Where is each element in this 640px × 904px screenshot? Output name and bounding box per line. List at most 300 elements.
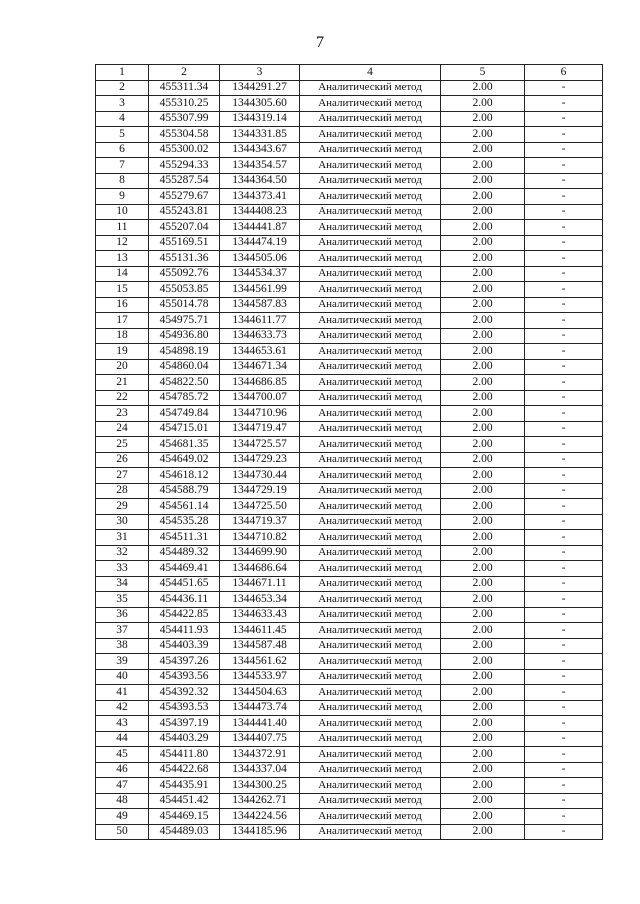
point-number-cell: 15 — [96, 282, 149, 298]
x-coordinate-cell: 455169.51 — [149, 235, 220, 251]
method-cell: Аналитический метод — [300, 809, 441, 825]
method-cell: Аналитический метод — [300, 762, 441, 778]
point-number-cell: 29 — [96, 499, 149, 515]
y-coordinate-cell: 1344719.47 — [220, 421, 300, 437]
note-cell: - — [525, 592, 603, 608]
y-coordinate-cell: 1344671.34 — [220, 359, 300, 375]
accuracy-cell: 2.00 — [441, 406, 525, 422]
table-row — [96, 514, 603, 530]
table-row — [96, 762, 603, 778]
y-coordinate-cell: 1344729.19 — [220, 483, 300, 499]
note-cell: - — [525, 499, 603, 515]
note-cell: - — [525, 483, 603, 499]
table-row — [96, 313, 603, 329]
y-coordinate-cell: 1344587.48 — [220, 638, 300, 654]
table-row — [96, 344, 603, 360]
note-cell: - — [525, 173, 603, 189]
table-row — [96, 700, 603, 716]
method-cell: Аналитический метод — [300, 421, 441, 437]
method-cell: Аналитический метод — [300, 623, 441, 639]
note-cell: - — [525, 762, 603, 778]
note-cell: - — [525, 623, 603, 639]
table-row — [96, 251, 603, 267]
table-row — [96, 669, 603, 685]
point-number-cell: 42 — [96, 700, 149, 716]
x-coordinate-cell: 454715.01 — [149, 421, 220, 437]
table-row — [96, 545, 603, 561]
table-row — [96, 421, 603, 437]
table-row — [96, 127, 603, 143]
x-coordinate-cell: 454435.91 — [149, 778, 220, 794]
y-coordinate-cell: 1344633.43 — [220, 607, 300, 623]
note-cell: - — [525, 189, 603, 205]
note-cell: - — [525, 468, 603, 484]
x-coordinate-cell: 454397.26 — [149, 654, 220, 670]
method-cell: Аналитический метод — [300, 313, 441, 329]
x-coordinate-cell: 454898.19 — [149, 344, 220, 360]
x-coordinate-cell: 454393.53 — [149, 700, 220, 716]
table-row — [96, 220, 603, 236]
method-cell: Аналитический метод — [300, 716, 441, 732]
y-coordinate-cell: 1344611.77 — [220, 313, 300, 329]
point-number-cell: 20 — [96, 359, 149, 375]
method-cell: Аналитический метод — [300, 530, 441, 546]
accuracy-cell: 2.00 — [441, 189, 525, 205]
table-row — [96, 483, 603, 499]
point-number-cell: 48 — [96, 793, 149, 809]
x-coordinate-cell: 454975.71 — [149, 313, 220, 329]
point-number-cell: 21 — [96, 375, 149, 391]
method-cell: Аналитический метод — [300, 638, 441, 654]
point-number-cell: 34 — [96, 576, 149, 592]
x-coordinate-cell: 455279.67 — [149, 189, 220, 205]
note-cell: - — [525, 793, 603, 809]
method-cell: Аналитический метод — [300, 80, 441, 96]
table-header-row — [96, 65, 603, 81]
accuracy-cell: 2.00 — [441, 700, 525, 716]
method-cell: Аналитический метод — [300, 747, 441, 763]
method-cell: Аналитический метод — [300, 483, 441, 499]
accuracy-cell: 2.00 — [441, 638, 525, 654]
accuracy-cell: 2.00 — [441, 158, 525, 174]
note-cell: - — [525, 654, 603, 670]
accuracy-cell: 2.00 — [441, 297, 525, 313]
point-number-cell: 18 — [96, 328, 149, 344]
y-coordinate-cell: 1344710.96 — [220, 406, 300, 422]
table-row — [96, 406, 603, 422]
table-row — [96, 530, 603, 546]
point-number-cell: 8 — [96, 173, 149, 189]
method-cell: Аналитический метод — [300, 390, 441, 406]
accuracy-cell: 2.00 — [441, 747, 525, 763]
accuracy-cell: 2.00 — [441, 235, 525, 251]
point-number-cell: 6 — [96, 142, 149, 158]
y-coordinate-cell: 1344319.14 — [220, 111, 300, 127]
method-cell: Аналитический метод — [300, 778, 441, 794]
y-coordinate-cell: 1344671.11 — [220, 576, 300, 592]
point-number-cell: 39 — [96, 654, 149, 670]
note-cell: - — [525, 158, 603, 174]
column-header-4: 4 — [300, 65, 441, 81]
note-cell: - — [525, 747, 603, 763]
method-cell: Аналитический метод — [300, 359, 441, 375]
table-row — [96, 638, 603, 654]
table-row — [96, 328, 603, 344]
x-coordinate-cell: 454469.41 — [149, 561, 220, 577]
y-coordinate-cell: 1344719.37 — [220, 514, 300, 530]
note-cell: - — [525, 142, 603, 158]
x-coordinate-cell: 454451.65 — [149, 576, 220, 592]
x-coordinate-cell: 454393.56 — [149, 669, 220, 685]
x-coordinate-cell: 454451.42 — [149, 793, 220, 809]
x-coordinate-cell: 455311.34 — [149, 80, 220, 96]
note-cell: - — [525, 111, 603, 127]
table-row — [96, 654, 603, 670]
accuracy-cell: 2.00 — [441, 452, 525, 468]
accuracy-cell: 2.00 — [441, 576, 525, 592]
table-row — [96, 499, 603, 515]
method-cell: Аналитический метод — [300, 344, 441, 360]
table-row — [96, 623, 603, 639]
method-cell: Аналитический метод — [300, 266, 441, 282]
y-coordinate-cell: 1344337.04 — [220, 762, 300, 778]
method-cell: Аналитический метод — [300, 204, 441, 220]
table-row — [96, 809, 603, 825]
accuracy-cell: 2.00 — [441, 685, 525, 701]
accuracy-cell: 2.00 — [441, 762, 525, 778]
method-cell: Аналитический метод — [300, 127, 441, 143]
note-cell: - — [525, 824, 603, 840]
note-cell: - — [525, 127, 603, 143]
method-cell: Аналитический метод — [300, 793, 441, 809]
point-number-cell: 4 — [96, 111, 149, 127]
note-cell: - — [525, 96, 603, 112]
x-coordinate-cell: 454422.85 — [149, 607, 220, 623]
method-cell: Аналитический метод — [300, 375, 441, 391]
note-cell: - — [525, 375, 603, 391]
accuracy-cell: 2.00 — [441, 375, 525, 391]
x-coordinate-cell: 454588.79 — [149, 483, 220, 499]
point-number-cell: 30 — [96, 514, 149, 530]
y-coordinate-cell: 1344699.90 — [220, 545, 300, 561]
table-row — [96, 173, 603, 189]
column-header-1: 1 — [96, 65, 149, 81]
table-row — [96, 437, 603, 453]
accuracy-cell: 2.00 — [441, 142, 525, 158]
x-coordinate-cell: 454397.19 — [149, 716, 220, 732]
accuracy-cell: 2.00 — [441, 390, 525, 406]
method-cell: Аналитический метод — [300, 468, 441, 484]
accuracy-cell: 2.00 — [441, 607, 525, 623]
point-number-cell: 5 — [96, 127, 149, 143]
table-row — [96, 390, 603, 406]
coordinates-table — [95, 64, 603, 840]
table-row — [96, 96, 603, 112]
point-number-cell: 27 — [96, 468, 149, 484]
x-coordinate-cell: 455300.02 — [149, 142, 220, 158]
point-number-cell: 40 — [96, 669, 149, 685]
method-cell: Аналитический метод — [300, 220, 441, 236]
note-cell: - — [525, 530, 603, 546]
table-row — [96, 359, 603, 375]
point-number-cell: 49 — [96, 809, 149, 825]
y-coordinate-cell: 1344343.67 — [220, 142, 300, 158]
note-cell: - — [525, 313, 603, 329]
table-row — [96, 607, 603, 623]
y-coordinate-cell: 1344331.85 — [220, 127, 300, 143]
column-header-5: 5 — [441, 65, 525, 81]
method-cell: Аналитический метод — [300, 173, 441, 189]
note-cell: - — [525, 638, 603, 654]
note-cell: - — [525, 576, 603, 592]
accuracy-cell: 2.00 — [441, 421, 525, 437]
column-header-2: 2 — [149, 65, 220, 81]
point-number-cell: 32 — [96, 545, 149, 561]
table-row — [96, 685, 603, 701]
point-number-cell: 46 — [96, 762, 149, 778]
method-cell: Аналитический метод — [300, 499, 441, 515]
x-coordinate-cell: 454785.72 — [149, 390, 220, 406]
note-cell: - — [525, 204, 603, 220]
note-cell: - — [525, 545, 603, 561]
accuracy-cell: 2.00 — [441, 282, 525, 298]
point-number-cell: 10 — [96, 204, 149, 220]
y-coordinate-cell: 1344354.57 — [220, 158, 300, 174]
accuracy-cell: 2.00 — [441, 592, 525, 608]
point-number-cell: 3 — [96, 96, 149, 112]
y-coordinate-cell: 1344441.40 — [220, 716, 300, 732]
accuracy-cell: 2.00 — [441, 344, 525, 360]
accuracy-cell: 2.00 — [441, 96, 525, 112]
y-coordinate-cell: 1344725.50 — [220, 499, 300, 515]
note-cell: - — [525, 390, 603, 406]
y-coordinate-cell: 1344504.63 — [220, 685, 300, 701]
accuracy-cell: 2.00 — [441, 654, 525, 670]
accuracy-cell: 2.00 — [441, 514, 525, 530]
accuracy-cell: 2.00 — [441, 545, 525, 561]
accuracy-cell: 2.00 — [441, 173, 525, 189]
method-cell: Аналитический метод — [300, 685, 441, 701]
table-row — [96, 592, 603, 608]
table-row — [96, 266, 603, 282]
y-coordinate-cell: 1344407.75 — [220, 731, 300, 747]
table-row — [96, 158, 603, 174]
point-number-cell: 43 — [96, 716, 149, 732]
y-coordinate-cell: 1344653.34 — [220, 592, 300, 608]
x-coordinate-cell: 455294.33 — [149, 158, 220, 174]
method-cell: Аналитический метод — [300, 96, 441, 112]
table-row — [96, 824, 603, 840]
method-cell: Аналитический метод — [300, 158, 441, 174]
page-number: 7 — [316, 34, 324, 51]
point-number-cell: 2 — [96, 80, 149, 96]
note-cell: - — [525, 235, 603, 251]
point-number-cell: 7 — [96, 158, 149, 174]
table-row — [96, 297, 603, 313]
y-coordinate-cell: 1344533.97 — [220, 669, 300, 685]
x-coordinate-cell: 455014.78 — [149, 297, 220, 313]
x-coordinate-cell: 454403.39 — [149, 638, 220, 654]
point-number-cell: 38 — [96, 638, 149, 654]
accuracy-cell: 2.00 — [441, 731, 525, 747]
accuracy-cell: 2.00 — [441, 220, 525, 236]
table-row — [96, 778, 603, 794]
point-number-cell: 35 — [96, 592, 149, 608]
method-cell: Аналитический метод — [300, 607, 441, 623]
note-cell: - — [525, 561, 603, 577]
point-number-cell: 36 — [96, 607, 149, 623]
y-coordinate-cell: 1344372.91 — [220, 747, 300, 763]
column-header-6: 6 — [525, 65, 603, 81]
table-row — [96, 235, 603, 251]
note-cell: - — [525, 406, 603, 422]
y-coordinate-cell: 1344291.27 — [220, 80, 300, 96]
method-cell: Аналитический метод — [300, 545, 441, 561]
y-coordinate-cell: 1344710.82 — [220, 530, 300, 546]
note-cell: - — [525, 607, 603, 623]
x-coordinate-cell: 454489.03 — [149, 824, 220, 840]
table-row — [96, 375, 603, 391]
y-coordinate-cell: 1344611.45 — [220, 623, 300, 639]
accuracy-cell: 2.00 — [441, 793, 525, 809]
x-coordinate-cell: 455287.54 — [149, 173, 220, 189]
note-cell: - — [525, 514, 603, 530]
method-cell: Аналитический метод — [300, 297, 441, 313]
accuracy-cell: 2.00 — [441, 328, 525, 344]
y-coordinate-cell: 1344729.23 — [220, 452, 300, 468]
table-row — [96, 80, 603, 96]
y-coordinate-cell: 1344408.23 — [220, 204, 300, 220]
method-cell: Аналитический метод — [300, 235, 441, 251]
table-row — [96, 142, 603, 158]
y-coordinate-cell: 1344653.61 — [220, 344, 300, 360]
table-row — [96, 204, 603, 220]
point-number-cell: 13 — [96, 251, 149, 267]
x-coordinate-cell: 455243.81 — [149, 204, 220, 220]
x-coordinate-cell: 454411.93 — [149, 623, 220, 639]
x-coordinate-cell: 454489.32 — [149, 545, 220, 561]
x-coordinate-cell: 454618.12 — [149, 468, 220, 484]
method-cell: Аналитический метод — [300, 406, 441, 422]
y-coordinate-cell: 1344262.71 — [220, 793, 300, 809]
note-cell: - — [525, 778, 603, 794]
accuracy-cell: 2.00 — [441, 809, 525, 825]
y-coordinate-cell: 1344474.19 — [220, 235, 300, 251]
note-cell: - — [525, 716, 603, 732]
accuracy-cell: 2.00 — [441, 561, 525, 577]
note-cell: - — [525, 266, 603, 282]
point-number-cell: 9 — [96, 189, 149, 205]
y-coordinate-cell: 1344185.96 — [220, 824, 300, 840]
method-cell: Аналитический метод — [300, 731, 441, 747]
y-coordinate-cell: 1344686.64 — [220, 561, 300, 577]
accuracy-cell: 2.00 — [441, 778, 525, 794]
note-cell: - — [525, 359, 603, 375]
x-coordinate-cell: 454860.04 — [149, 359, 220, 375]
x-coordinate-cell: 454649.02 — [149, 452, 220, 468]
y-coordinate-cell: 1344534.37 — [220, 266, 300, 282]
table-row — [96, 189, 603, 205]
x-coordinate-cell: 454403.29 — [149, 731, 220, 747]
method-cell: Аналитический метод — [300, 514, 441, 530]
table-row — [96, 747, 603, 763]
x-coordinate-cell: 454749.84 — [149, 406, 220, 422]
point-number-cell: 31 — [96, 530, 149, 546]
y-coordinate-cell: 1344730.44 — [220, 468, 300, 484]
accuracy-cell: 2.00 — [441, 127, 525, 143]
accuracy-cell: 2.00 — [441, 623, 525, 639]
x-coordinate-cell: 455310.25 — [149, 96, 220, 112]
accuracy-cell: 2.00 — [441, 359, 525, 375]
note-cell: - — [525, 809, 603, 825]
point-number-cell: 17 — [96, 313, 149, 329]
y-coordinate-cell: 1344561.62 — [220, 654, 300, 670]
accuracy-cell: 2.00 — [441, 313, 525, 329]
x-coordinate-cell: 455307.99 — [149, 111, 220, 127]
accuracy-cell: 2.00 — [441, 251, 525, 267]
accuracy-cell: 2.00 — [441, 716, 525, 732]
x-coordinate-cell: 454936.80 — [149, 328, 220, 344]
point-number-cell: 44 — [96, 731, 149, 747]
note-cell: - — [525, 452, 603, 468]
method-cell: Аналитический метод — [300, 592, 441, 608]
note-cell: - — [525, 437, 603, 453]
y-coordinate-cell: 1344373.41 — [220, 189, 300, 205]
note-cell: - — [525, 731, 603, 747]
x-coordinate-cell: 455092.76 — [149, 266, 220, 282]
method-cell: Аналитический метод — [300, 437, 441, 453]
method-cell: Аналитический метод — [300, 328, 441, 344]
accuracy-cell: 2.00 — [441, 111, 525, 127]
table-row — [96, 716, 603, 732]
point-number-cell: 26 — [96, 452, 149, 468]
y-coordinate-cell: 1344305.60 — [220, 96, 300, 112]
x-coordinate-cell: 454535.28 — [149, 514, 220, 530]
accuracy-cell: 2.00 — [441, 499, 525, 515]
method-cell: Аналитический метод — [300, 669, 441, 685]
note-cell: - — [525, 80, 603, 96]
note-cell: - — [525, 251, 603, 267]
accuracy-cell: 2.00 — [441, 266, 525, 282]
point-number-cell: 47 — [96, 778, 149, 794]
note-cell: - — [525, 297, 603, 313]
point-number-cell: 41 — [96, 685, 149, 701]
note-cell: - — [525, 344, 603, 360]
point-number-cell: 11 — [96, 220, 149, 236]
point-number-cell: 19 — [96, 344, 149, 360]
method-cell: Аналитический метод — [300, 452, 441, 468]
point-number-cell: 28 — [96, 483, 149, 499]
point-number-cell: 33 — [96, 561, 149, 577]
x-coordinate-cell: 455131.36 — [149, 251, 220, 267]
y-coordinate-cell: 1344561.99 — [220, 282, 300, 298]
note-cell: - — [525, 282, 603, 298]
method-cell: Аналитический метод — [300, 576, 441, 592]
point-number-cell: 45 — [96, 747, 149, 763]
table-row — [96, 561, 603, 577]
y-coordinate-cell: 1344633.73 — [220, 328, 300, 344]
table-row — [96, 576, 603, 592]
table-body — [96, 80, 603, 840]
column-header-3: 3 — [220, 65, 300, 81]
point-number-cell: 23 — [96, 406, 149, 422]
note-cell: - — [525, 328, 603, 344]
point-number-cell: 22 — [96, 390, 149, 406]
table-row — [96, 468, 603, 484]
method-cell: Аналитический метод — [300, 824, 441, 840]
method-cell: Аналитический метод — [300, 700, 441, 716]
accuracy-cell: 2.00 — [441, 669, 525, 685]
